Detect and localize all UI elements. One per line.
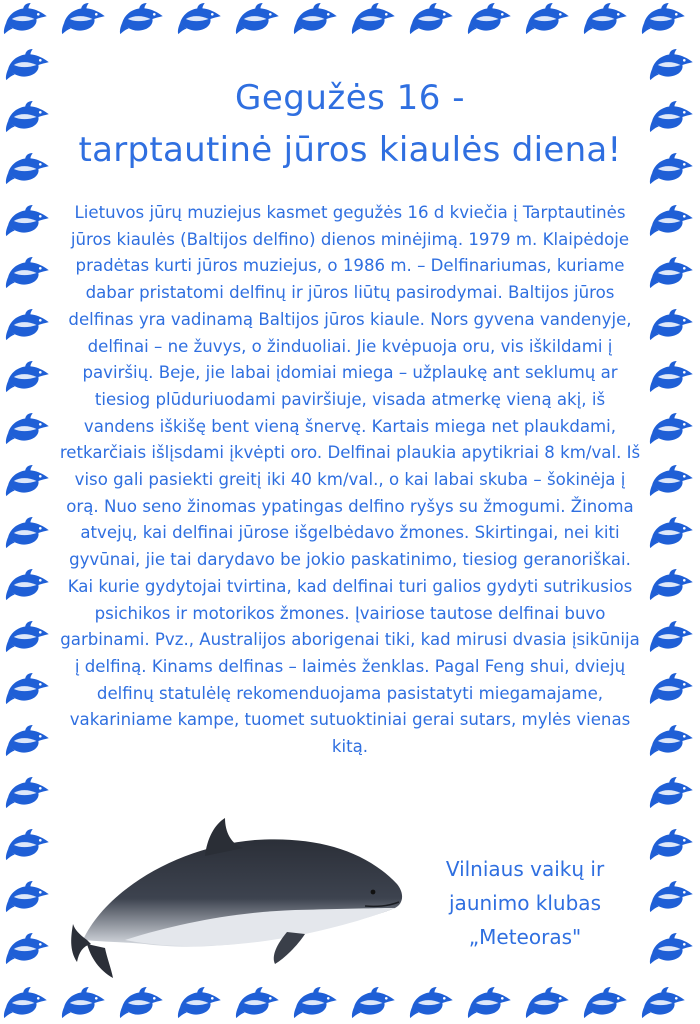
dolphin-icon bbox=[650, 933, 693, 964]
dolphin-icon bbox=[526, 987, 569, 1018]
dolphin-icon bbox=[650, 725, 693, 756]
dolphin-icon bbox=[6, 517, 49, 548]
dolphin-icon bbox=[584, 987, 627, 1018]
dolphin-icon bbox=[650, 101, 693, 132]
dolphin-icon bbox=[352, 987, 395, 1018]
dolphin-icon bbox=[6, 413, 49, 444]
dolphin-icon bbox=[650, 257, 693, 288]
dolphin-icon bbox=[6, 881, 49, 912]
dolphin-icon bbox=[6, 205, 49, 236]
dolphin-icon bbox=[6, 673, 49, 704]
dolphin-icon bbox=[650, 49, 693, 80]
dolphin-icon bbox=[650, 361, 693, 392]
title-line-1: Gegužės 16 - bbox=[234, 78, 466, 118]
dolphin-icon bbox=[650, 829, 693, 860]
porpoise-illustration bbox=[65, 812, 410, 982]
dolphin-icon bbox=[650, 777, 693, 808]
dolphin-icon bbox=[6, 829, 49, 860]
dolphin-icon bbox=[410, 3, 453, 34]
dolphin-icon bbox=[584, 3, 627, 34]
dolphin-icon bbox=[4, 3, 47, 34]
signature-line-3: „Meteoras" bbox=[468, 925, 582, 949]
dolphin-icon bbox=[236, 3, 279, 34]
dolphin-icon bbox=[650, 413, 693, 444]
dolphin-icon bbox=[642, 987, 685, 1018]
dolphin-icon bbox=[236, 987, 279, 1018]
dolphin-icon bbox=[6, 621, 49, 652]
dolphin-icon bbox=[120, 3, 163, 34]
dolphin-icon bbox=[62, 987, 105, 1018]
dolphin-icon bbox=[294, 987, 337, 1018]
dolphin-icon bbox=[352, 3, 395, 34]
dolphin-icon bbox=[642, 3, 685, 34]
dolphin-icon bbox=[6, 361, 49, 392]
dolphin-icon bbox=[650, 153, 693, 184]
title-line-2: tarptautinė jūros kiaulės diena! bbox=[78, 130, 622, 170]
dolphin-icon bbox=[650, 881, 693, 912]
dolphin-icon bbox=[62, 3, 105, 34]
dolphin-icon bbox=[4, 987, 47, 1018]
signature-block bbox=[415, 852, 635, 954]
signature-line-2: jaunimo klubas bbox=[449, 891, 601, 915]
dolphin-icon bbox=[6, 569, 49, 600]
dolphin-icon bbox=[6, 933, 49, 964]
dolphin-icon bbox=[6, 465, 49, 496]
dolphin-icon bbox=[6, 49, 49, 80]
dolphin-icon bbox=[294, 3, 337, 34]
dolphin-icon bbox=[410, 987, 453, 1018]
dolphin-icon bbox=[650, 205, 693, 236]
dolphin-icon bbox=[526, 3, 569, 34]
dolphin-icon bbox=[178, 3, 221, 34]
dolphin-icon bbox=[6, 101, 49, 132]
dolphin-icon bbox=[6, 725, 49, 756]
dolphin-icon bbox=[6, 777, 49, 808]
dolphin-icon bbox=[6, 309, 49, 340]
dolphin-icon bbox=[650, 309, 693, 340]
dolphin-icon bbox=[6, 257, 49, 288]
dolphin-icon bbox=[468, 3, 511, 34]
dolphin-icon bbox=[650, 465, 693, 496]
signature-line-1: Vilniaus vaikų ir bbox=[445, 857, 605, 881]
dolphin-icon bbox=[650, 673, 693, 704]
dolphin-icon bbox=[650, 621, 693, 652]
dolphin-icon bbox=[120, 987, 163, 1018]
body-paragraph: Lietuvos jūrų muziejus kasmet gegužės 16 d kviečia į Tarptautinės jūros kiaulės (Baltijos delfino) dienos minėjimą. 1979 m. Klaipėdoje pradėtas kurti jūros muziejus, o 1986 m. – Delfinariumas, kuriame dabar pristatomi delfinų ir jūros liūtų pasirodymai. Baltijos jūros delfinas yra vadinamą Baltijos jūros kiaule. Nors gyvena vandenyje, delfinai – ne žuvys, o žinduoliai. Jie kvėpuoja oru, vis iškildami į paviršių. Beje, jie labai įdomiai miega – užplaukę ant seklumų ar tiesiog plūduriuodami paviršiuje, visada atmerkę vieną akį, iš vandens iškišę bent vieną šnervę. Kartais miega net plaukdami, retkarčiais išlįsdami įkvėpti oro. Delfinai plaukia apytikriai 8 km/val. Iš viso gali pasiekti greitį iki 40 km/val., o kai labai skuba – šokinėja į orą. Nuo seno žinomas ypatingas delfino ryšys su žmogumi. Žinoma atvejų, kai delfinai jūrose išgelbėdavo žmones. Skirtingai, nei kiti gyvūnai, jie tai darydavo be jokio paskatinimo, tiesiog geranoriškai. Kai kurie gydytojai tvirtina, kad delfinai turi galios gydyti sutrikusios psichikos ir motorikos žmones. Įvairiose tautose delfinai buvo garbinami. Pvz., Australijos aborigenai tiki, kad mirusi dvasia įsikūnija į delfiną. Kinams delfinas – laimės ženklas. Pagal Feng shui, dviejų delfinų statulėlę rekomenduojama pasistatyti miegamajame, vakariniame kampe, tuomet sutuoktiniai gerai sutars, mylės vienas kitą. bbox=[59, 203, 641, 757]
dolphin-icon bbox=[6, 153, 49, 184]
dolphin-icon bbox=[178, 987, 221, 1018]
dolphin-icon bbox=[650, 517, 693, 548]
dolphin-icon bbox=[650, 569, 693, 600]
dolphin-icon bbox=[468, 987, 511, 1018]
